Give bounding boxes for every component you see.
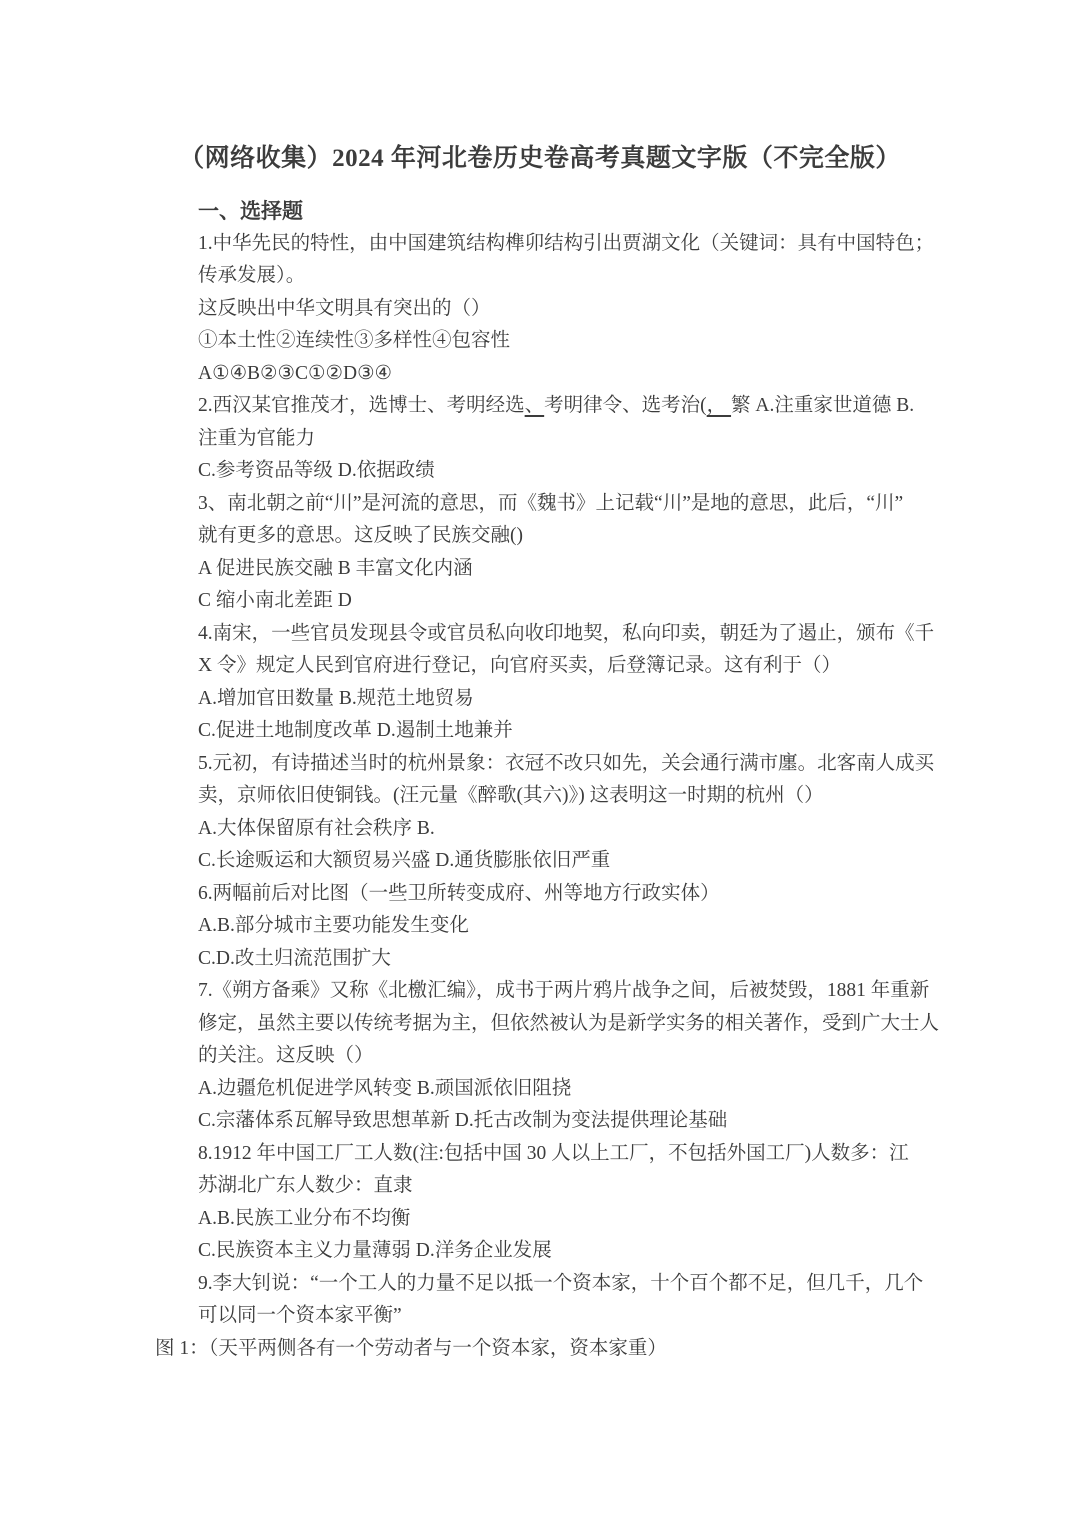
text-segment: 繁 A.注重家世道德 B. (731, 395, 915, 416)
underlined-text: 、 (524, 395, 545, 416)
text-line: 注重为官能力 (198, 427, 316, 449)
text-line: 这反映出中华文明具有突出的（） (198, 297, 491, 319)
text-line: A.增加官田数量 B.规范土地贸易 (198, 687, 474, 709)
text-line: C.民族资本主义力量薄弱 D.洋务企业发展 (198, 1240, 552, 1261)
text-line: A.大体保留原有社会秩序 B. (198, 817, 435, 839)
document-body (0, 195, 1080, 1365)
text-line: 的关注。这反映（） (198, 1045, 374, 1066)
text-line: 5.元初，有诗描述当时的杭州景象：衣冠不改只如先，关会通行满市廛。北客南人成买 (198, 752, 935, 774)
text-line: A.B.民族工业分布不均衡 (198, 1207, 411, 1229)
text-line: C 缩小南北差距 D (198, 590, 352, 611)
section-heading: 一、选择题 (198, 199, 303, 223)
text-line: C.促进土地制度改革 D.遏制土地兼并 (198, 720, 513, 741)
text-line: 8.1912 年中国工厂工人数(注:包括中国 30 人以上工厂，不包括外国工厂)人数多：江 (198, 1142, 909, 1164)
text-line: A①④B②③C①②D③④ (198, 362, 393, 384)
text-line: 修定，虽然主要以传统考据为主，但依然被认为是新学实务的相关著作，受到广大士人 (198, 1012, 940, 1034)
text-line (198, 390, 960, 423)
text-line: C.D.改土归流范围扩大 (198, 947, 391, 969)
figure-caption: 图 1：（天平两侧各有一个劳动者与一个资本家，资本家重） (155, 1337, 667, 1359)
text-line: 6.两幅前后对比图（一些卫所转变成府、州等地方行政实体） (198, 882, 720, 904)
text-line: X 令》规定人民到官府进行登记，向官府买卖，后登簿记录。这有利于（） (198, 655, 841, 676)
text-segment: 考明律令、选考治( (544, 395, 707, 416)
text-line: 可以同一个资本家平衡” (198, 1305, 402, 1326)
text-line: 7.《朔方备乘》又称《北檄汇编》，成书于两片鸦片战争之间，后被焚毁，1881 年重新 (198, 980, 930, 1001)
text-line: 就有更多的意思。这反映了民族交融() (198, 525, 523, 546)
text-line: 苏湖北广东人数少：直隶 (198, 1175, 413, 1196)
text-line: 1.中华先民的特性，由中国建筑结构榫卯结构引出贾湖文化（关键词：具有中国特色； (198, 232, 935, 254)
text-line: 4.南宋，一些官员发现县令或官员私向收印地契，私向印卖，朝廷为了遏止，颁布《千 (198, 622, 935, 644)
lines-container (155, 228, 960, 1366)
text-segment: 2.西汉某官推茂才，选博士、考明经选 (198, 395, 525, 416)
text-line: A.B.部分城市主要功能发生变化 (198, 915, 469, 936)
text-line: ①本土性②连续性③多样性④包容性 (198, 330, 511, 351)
underlined-text: ， (706, 395, 732, 416)
text-line: C.参考资品等级 D.依据政绩 (198, 460, 435, 481)
text-line: A.边疆危机促进学风转变 B.顽国派依旧阻挠 (198, 1077, 572, 1099)
page-title: （网络收集）2024 年河北卷历史卷高考真题文字版（不完全版） (179, 145, 901, 172)
text-line: A 促进民族交融 B 丰富文化内涵 (198, 557, 473, 579)
text-line: 9.李大钊说：“一个工人的力量不足以抵一个资本家，十个百个都不足，但几千，几个 (198, 1272, 924, 1294)
text-line: 传承发展）。 (198, 265, 306, 286)
text-line: 3、南北朝之前“川”是河流的意思，而《魏书》上记载“川”是地的意思，此后，“川” (198, 492, 904, 514)
text-line: C.宗藩体系瓦解导致思想革新 D.托古改制为变法提供理论基础 (198, 1110, 728, 1131)
text-line: 卖，京师依旧使铜钱。(汪元量《醉歌(其六)》) 这表明这一时期的杭州（） (198, 785, 824, 806)
text-line: C.长途贩运和大额贸易兴盛 D.通货膨胀依旧严重 (198, 850, 611, 871)
